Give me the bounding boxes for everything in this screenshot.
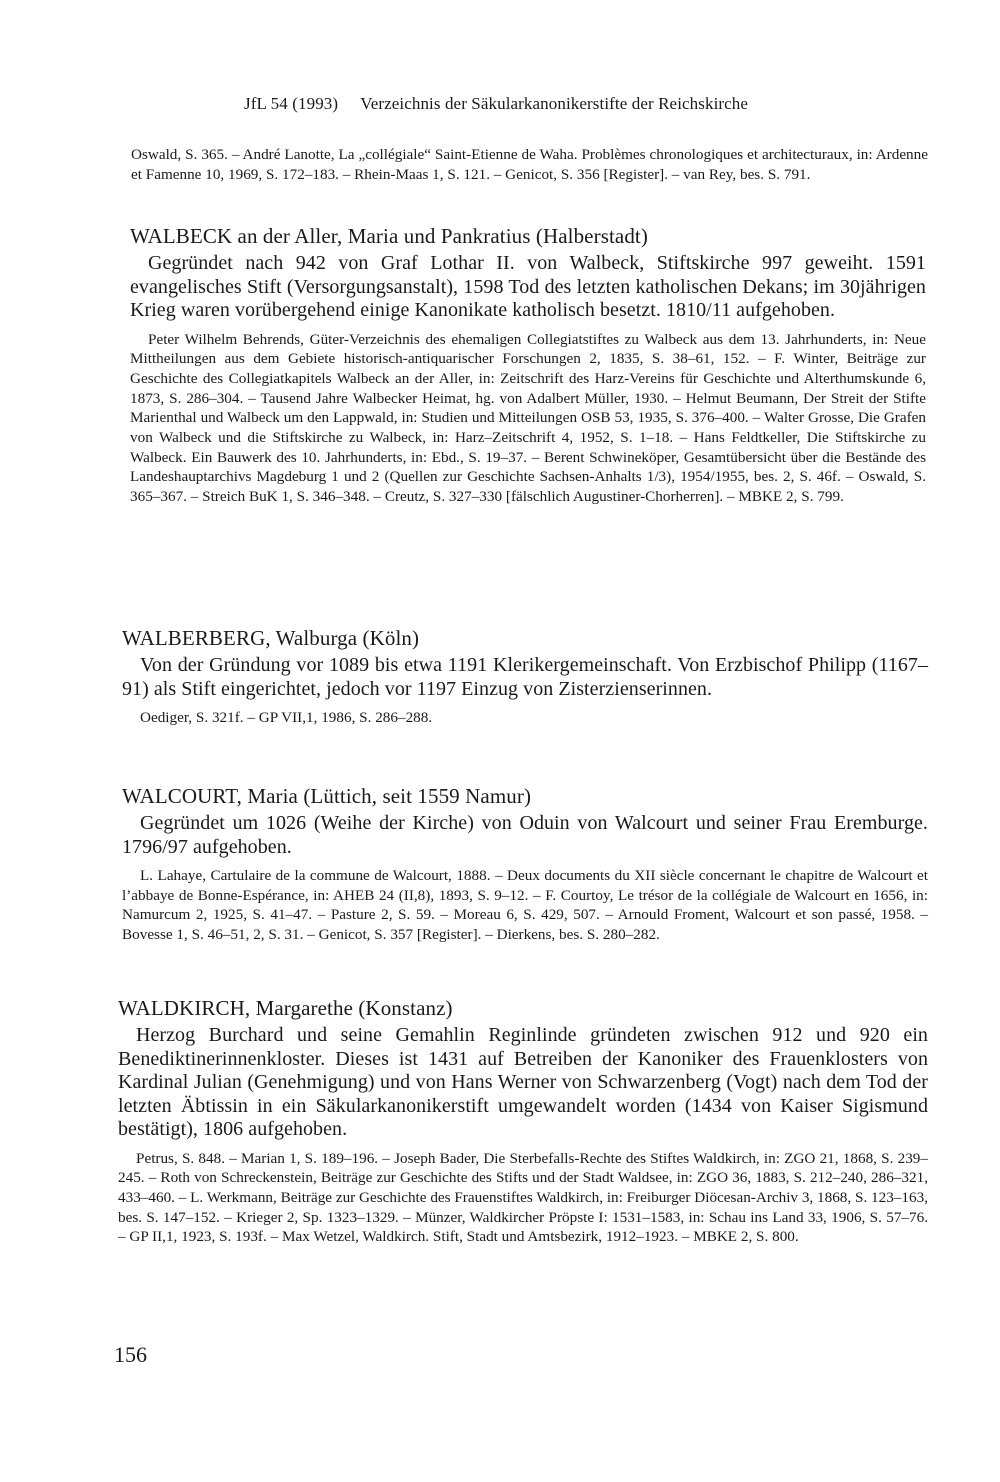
entry-body: Herzog Burchard und seine Gemahlin Reginlinde gründeten zwischen 912 und 920 ein Benediktinerinnenkloster. Dieses ist 1431 auf Betreiben der Kanoniker des Frauenklosters von Kardinal Julian (Genehmigung) und von Hans Werner von Schwarzenberg (Vogt) nach dem Tod der letzten Äbtissin in ein Säkularkanonikerstift umgewandelt worden (1434 von Kaiser Sigismund bestätigt), 1806 aufgehoben. <box>118 1024 928 1140</box>
entry-literature: Oediger, S. 321f. – GP VII,1, 1986, S. 286–288. <box>140 709 433 726</box>
continued-literature: Oswald, S. 365. – André Lanotte, La „collégiale“ Saint-Etienne de Waha. Problèmes chronologiques et architecturaux, in: Ardenne et Famenne 10, 1969, S. 172–183. – Rhein-Maas 1, S. 121. – Genicot, S. 356 [Register]. – van Rey, bes. S. 791. <box>131 146 928 184</box>
entry-literature: Peter Wilhelm Behrends, Güter-Verzeichnis des ehemaligen Collegiatstiftes zu Walbeck aus dem 13. Jahrhunderts, in: Neue Mittheilungen aus dem Gebiete historisch-antiquarischer Forschungen 2, 1835, S. 38–61, 152. – F. Winter, Beiträge zur Geschichte des Collegiatkapitels Walbeck an der Aller, in: Zeitschrift des Harz-Vereins für Geschichte und Alterthumskunde 6, 1873, S. 286–304. – Tausend Jahre Walbecker Heimat, hg. von Adalbert Müller, 1930. – Helmut Beumann, Der Streit der Stifte Marienthal und Walbeck um den Lappwald, in: Studien und Mitteilungen OSB 53, 1935, S. 376–400. – Walter Grosse, Die Grafen von Walbeck und die Stiftskirche zu Walbeck, in: Harz–Zeitschrift 4, 1952, S. 1–18. – Hans Feldtkeller, Die Stiftskirche zu Walbeck. Ein Bauwerk des 10. Jahrhunderts, in: Ebd., S. 19–37. – Berent Schwineköper, Gesamtübersicht über die Bestände des Landeshauptarchivs Magdeburg 1 und 2 (Quellen zur Geschichte Sachsen-Anhalts 1/3), 1954/1955, bes. 2, S. 46f. – Oswald, S. 365–367. – Streich BuK 1, S. 346–348. – Creutz, S. 327–330 [fälschlich Augustiner-Chorherren]. – MBKE 2, S. 799. <box>130 330 926 506</box>
entry-waldkirch <box>118 996 928 1247</box>
running-head <box>244 94 748 114</box>
entry-walberberg <box>122 626 928 728</box>
page-number: 156 <box>114 1342 147 1367</box>
entry-heading: WALBERBERG, Walburga (Köln) <box>122 626 420 650</box>
entry-walbeck <box>130 224 926 507</box>
entry-heading: WALDKIRCH, Margarethe (Konstanz) <box>118 996 453 1020</box>
entry-walcourt <box>122 784 928 945</box>
running-head-journal: JfL 54 (1993) <box>244 94 339 113</box>
running-head-title: Verzeichnis der Säkularkanonikerstifte der Reichskirche <box>360 94 749 113</box>
entry-literature: Petrus, S. 848. – Marian 1, S. 189–196. – Joseph Bader, Die Sterbefalls-Rechte des Stiftes Waldkirch, in: ZGO 21, 1868, S. 239–245. – Roth von Schreckenstein, Beiträge zur Geschichte des Stifts und der Stadt Waldsee, in: ZGO 36, 1883, S. 212–240, 286–321, 433–460. – L. Werkmann, Beiträge zur Geschichte des Frauenstiftes Waldkirch, in: Freiburger Diöcesan-Archiv 3, 1868, S. 123–163, bes. S. 147–152. – Krieger 2, Sp. 1323–1329. – Münzer, Waldkircher Pröpste I: 1531–1583, in: Schau ins Land 33, 1906, S. 57–76. – GP II,1, 1923, S. 193f. – Max Wetzel, Waldkirch. Stift, Stadt und Amtsbezirk, 1912–1923. – MBKE 2, S. 800. <box>118 1149 928 1246</box>
entry-body: Gegründet um 1026 (Weihe der Kirche) von Oduin von Walcourt und seiner Frau Eremburge. 1796/97 aufgehoben. <box>122 812 928 858</box>
entry-body: Von der Gründung vor 1089 bis etwa 1191 Klerikergemeinschaft. Von Erzbischof Philipp (1167–91) als Stift eingerichtet, jedoch vor 1197 Einzug von Zisterzienserinnen. <box>122 654 928 700</box>
entry-body: Gegründet nach 942 von Graf Lothar II. von Walbeck, Stiftskirche 997 geweiht. 1591 evangelisches Stift (Versorgungsanstalt), 1598 Tod des letzten katholischen Dekans; im 30jährigen Krieg waren vorübergehend einige Kanonikate katholisch besetzt. 1810/11 aufgehoben. <box>130 252 926 321</box>
entry-literature: L. Lahaye, Cartulaire de la commune de Walcourt, 1888. – Deux documents du XII siècle concernant le chapitre de Walcourt et l’abbaye de Bonne-Espérance, in: AHEB 24 (II,8), 1893, S. 9–12. – F. Courtoy, Le trésor de la collégiale de Walcourt en 1656, in: Namurcum 2, 1925, S. 41–47. – Pasture 2, S. 59. – Moreau 6, S. 429, 507. – Arnould Froment, Walcourt et son passé, 1958. – Bovesse 1, S. 46–51, 2, S. 31. – Genicot, S. 357 [Register]. – Dierkens, bes. S. 280–282. <box>122 867 928 944</box>
entry-heading: WALCOURT, Maria (Lüttich, seit 1559 Namur) <box>122 784 532 808</box>
entry-heading: WALBECK an der Aller, Maria und Pankratius (Halberstadt) <box>130 224 648 248</box>
